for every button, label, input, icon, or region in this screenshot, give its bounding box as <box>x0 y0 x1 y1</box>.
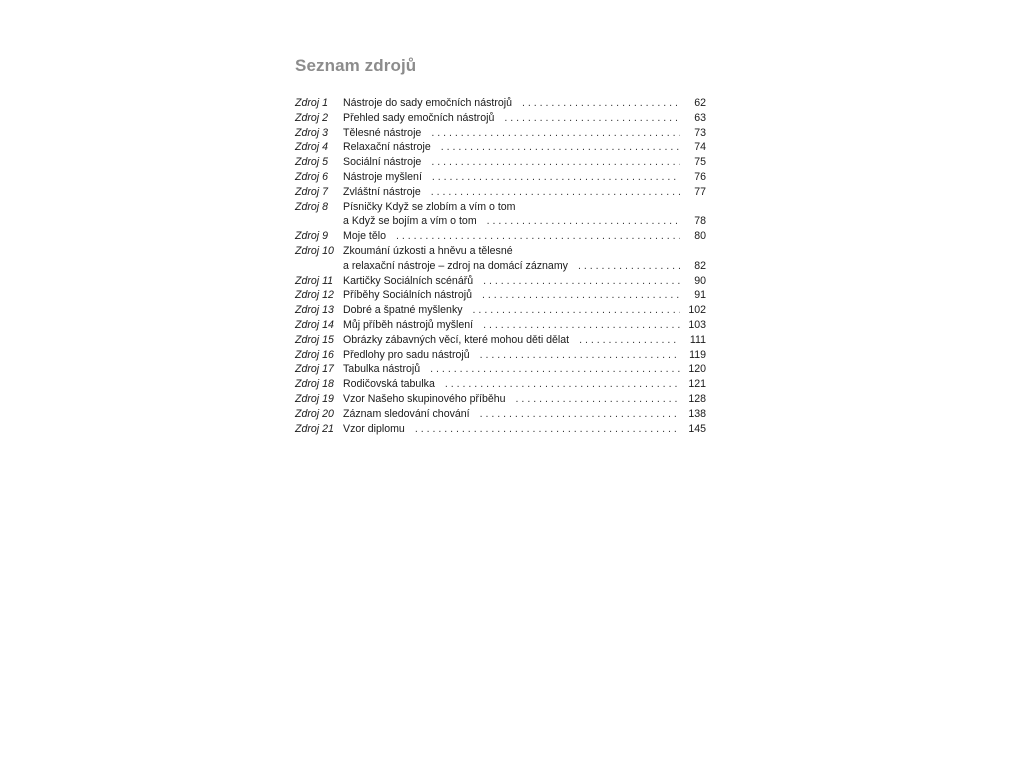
resource-label: Zdroj 9 <box>295 230 328 243</box>
dot-leader <box>575 333 680 348</box>
resource-title: Relaxační nástroje <box>343 141 431 154</box>
toc-row <box>295 422 706 437</box>
toc-row <box>295 126 706 141</box>
page-number: 90 <box>694 274 706 287</box>
resource-label: Zdroj 10 <box>295 244 334 257</box>
dot-leader <box>428 170 680 185</box>
page-number: 145 <box>688 422 706 435</box>
resource-label: Zdroj 3 <box>295 126 328 139</box>
resource-title: Záznam sledování chování <box>343 407 470 420</box>
resource-title: Tabulka nástrojů <box>343 363 421 376</box>
page-number: 78 <box>694 215 706 228</box>
page-number: 119 <box>689 348 706 361</box>
resource-title: Příběhy Sociálních nástrojů <box>343 289 472 302</box>
page-number: 77 <box>694 185 706 198</box>
page-number: 111 <box>689 333 706 346</box>
toc-row <box>295 392 706 407</box>
dot-leader <box>500 111 680 126</box>
resource-title: Můj příběh nástrojů myšlení <box>343 318 474 331</box>
resource-title-continuation: a Když se bojím a vím o tom <box>343 215 477 228</box>
page-number: 80 <box>694 230 706 243</box>
resource-title: Moje tělo <box>343 230 386 243</box>
resource-label: Zdroj 2 <box>295 111 328 124</box>
resource-title: Tělesné nástroje <box>343 126 422 139</box>
toc-row <box>295 274 706 289</box>
resource-label: Zdroj 17 <box>295 363 334 376</box>
resource-title: Přehled sady emočních nástrojů <box>343 111 495 124</box>
resource-title: Písničky Když se zlobím a vím o tom <box>343 200 516 213</box>
dot-leader <box>479 318 680 333</box>
dot-leader <box>427 185 680 200</box>
toc-row <box>295 140 706 155</box>
dot-leader <box>479 274 680 289</box>
toc-row <box>295 111 706 126</box>
dot-leader <box>441 377 680 392</box>
resource-list <box>295 96 706 436</box>
dot-leader <box>478 288 680 303</box>
resource-label: Zdroj 14 <box>295 318 334 331</box>
resource-label: Zdroj 19 <box>295 392 334 405</box>
toc-row <box>295 407 706 422</box>
toc-row <box>295 244 706 259</box>
dot-leader <box>392 229 680 244</box>
resource-label: Zdroj 18 <box>295 378 334 391</box>
page-number: 102 <box>688 304 706 317</box>
page-number: 75 <box>694 156 706 169</box>
resource-label: Zdroj 4 <box>295 141 328 154</box>
resource-label: Zdroj 8 <box>295 200 328 213</box>
dot-leader <box>574 259 680 274</box>
resource-title: Kartičky Sociálních scénářů <box>343 274 474 287</box>
resource-title: Zkoumání úzkosti a hněvu a tělesné <box>343 244 513 257</box>
page-number: 73 <box>694 126 706 139</box>
resource-label: Zdroj 1 <box>295 97 328 109</box>
resource-title: Vzor diplomu <box>343 422 405 435</box>
resource-title: Zvláštní nástroje <box>343 185 421 198</box>
toc-row <box>295 348 706 363</box>
dot-leader <box>518 96 680 111</box>
resource-label: Zdroj 5 <box>295 156 328 169</box>
toc-row-continuation <box>295 259 706 274</box>
toc-row <box>295 96 706 111</box>
resource-title: Sociální nástroje <box>343 156 422 169</box>
resource-title: Předlohy pro sadu nástrojů <box>343 348 470 361</box>
resource-label: Zdroj 12 <box>295 289 334 302</box>
page-number: 103 <box>688 318 706 331</box>
toc-row <box>295 200 706 215</box>
toc-row <box>295 377 706 392</box>
page-number: 76 <box>694 170 706 183</box>
dot-leader <box>426 362 680 377</box>
dot-leader <box>512 392 680 407</box>
page-number: 128 <box>688 392 706 405</box>
toc-row-continuation <box>295 214 706 229</box>
resource-label: Zdroj 16 <box>295 348 334 361</box>
dot-leader <box>469 303 680 318</box>
resource-label: Zdroj 13 <box>295 304 334 317</box>
dot-leader <box>411 422 680 437</box>
page-number: 74 <box>694 141 706 154</box>
page-number: 138 <box>688 407 706 420</box>
page-title: Seznam zdrojů <box>295 56 417 75</box>
page-number: 62 <box>694 97 706 109</box>
dot-leader <box>427 126 680 141</box>
page-number: 63 <box>694 111 706 124</box>
resource-label: Zdroj 21 <box>295 422 334 435</box>
dot-leader <box>483 214 680 229</box>
dot-leader <box>437 140 680 155</box>
resource-label: Zdroj 20 <box>295 407 334 420</box>
page-number: 82 <box>694 259 706 272</box>
dot-leader <box>476 348 680 363</box>
resource-title: Dobré a špatné myšlenky <box>343 304 463 317</box>
resource-title: Vzor Našeho skupinového příběhu <box>343 392 506 405</box>
toc-row <box>295 170 706 185</box>
page-number: 91 <box>694 289 706 302</box>
toc-row <box>295 303 706 318</box>
resource-label: Zdroj 11 <box>295 274 334 287</box>
toc-row <box>295 333 706 348</box>
resource-label: Zdroj 7 <box>295 185 328 198</box>
dot-leader <box>476 407 680 422</box>
toc-row <box>295 155 706 170</box>
toc-row <box>295 362 706 377</box>
toc-row <box>295 229 706 244</box>
toc-row <box>295 185 706 200</box>
toc-row <box>295 288 706 303</box>
resource-title: Obrázky zábavných věcí, které mohou děti dělat <box>343 333 570 346</box>
resource-title: Rodičovská tabulka <box>343 378 435 391</box>
page-number: 120 <box>688 363 706 376</box>
resource-title: Nástroje do sady emočních nástrojů <box>343 97 512 109</box>
resource-title: Nástroje myšlení <box>343 170 422 183</box>
resource-label: Zdroj 15 <box>295 333 334 346</box>
toc-row <box>295 318 706 333</box>
resource-label: Zdroj 6 <box>295 170 328 183</box>
resource-title-continuation: a relaxační nástroje – zdroj na domácí záznamy <box>343 259 568 272</box>
dot-leader <box>427 155 680 170</box>
page-number: 121 <box>688 378 706 391</box>
